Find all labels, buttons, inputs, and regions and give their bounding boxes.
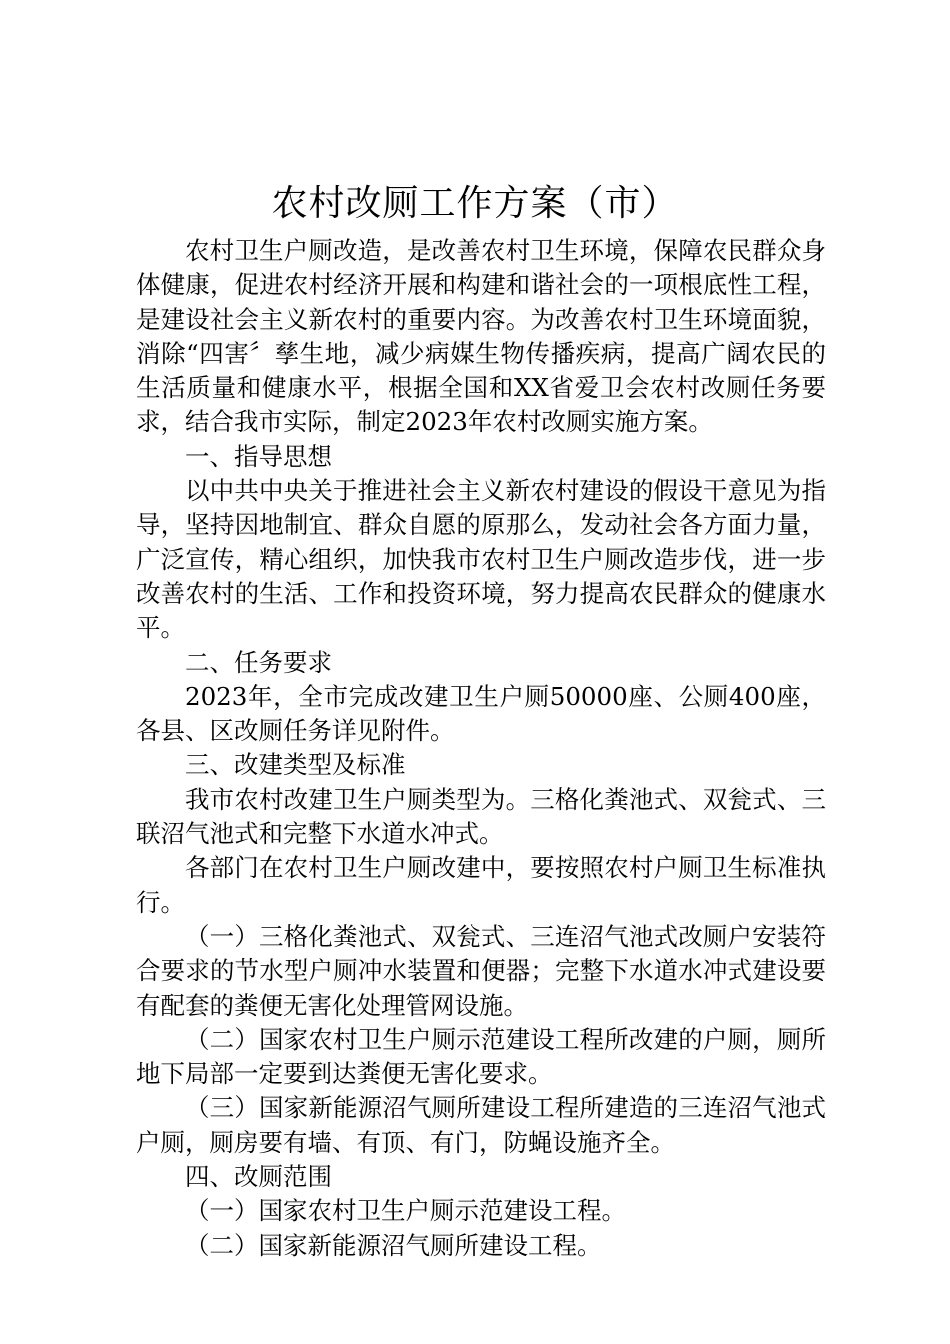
standards-paragraph: 各部门在农村卫生户厕改建中，要按照农村户厕卫生标准执行。 (136, 853, 826, 917)
section-heading-scope: 四、改厕范围 (185, 1162, 332, 1192)
section-heading-types-standards: 三、改建类型及标准 (185, 750, 406, 780)
scope-item-1: （一）国家农村卫生户厕示范建设工程。 (185, 1196, 626, 1226)
types-paragraph: 我市农村改建卫生户厕类型为。三格化粪池式、双瓮式、三联沼气池式和完整下水道水冲式。 (136, 784, 826, 849)
standard-item-3: （三）国家新能源沼气厕所建设工程所建造的三连沼气池式户厕，厕房要有墙、有顶、有门，防蝇设施齐全。 (136, 1093, 826, 1157)
section-heading-guiding-thought: 一、指导思想 (185, 441, 332, 471)
section-heading-task-requirements: 二、任务要求 (185, 647, 332, 677)
document-body (136, 234, 826, 1263)
task-requirements-paragraph: 2023年，全市完成改建卫生户厕50000座、公厕400座，各县、区改厕任务详见附件。 (136, 681, 826, 746)
standard-item-1: （一）三格化粪池式、双瓮式、三连沼气池式改厕户安装符合要求的节水型户厕冲水装置和便器；完整下水道水冲式建设要有配套的粪便无害化处理管网设施。 (136, 921, 826, 1020)
document-title: 农村改厕工作方案（市） (271, 183, 679, 224)
guiding-thought-paragraph: 以中共中央关于推进社会主义新农村建设的假设干意见为指导，坚持因地制宜、群众自愿的原那么，发动社会各方面力量，广泛宣传，精心组织，加快我市农村卫生户厕改造步伐，进一步改善农村的生活、工作和投资环境，努力提高农民群众的健康水平。 (136, 476, 826, 643)
intro-paragraph: 农村卫生户厕改造，是改善农村卫生环境，保障农民群众身体健康，促进农村经济开展和构建和谐社会的一项根底性工程，是建设社会主义新农村的重要内容。为改善农村卫生环境面貌，消除“四害〞孳生地，减少病媒生物传播疾病，提高广阔农民的生活质量和健康水平，根据全国和XX省爱卫会农村改厕任务要求，结合我市实际，制定2023年农村改厕实施方案。 (136, 236, 826, 437)
standard-item-2: （二）国家农村卫生户厕示范建设工程所改建的户厕，厕所地下局部一定要到达粪便无害化要求。 (136, 1024, 826, 1089)
scope-item-2: （二）国家新能源沼气厕所建设工程。 (185, 1230, 602, 1260)
